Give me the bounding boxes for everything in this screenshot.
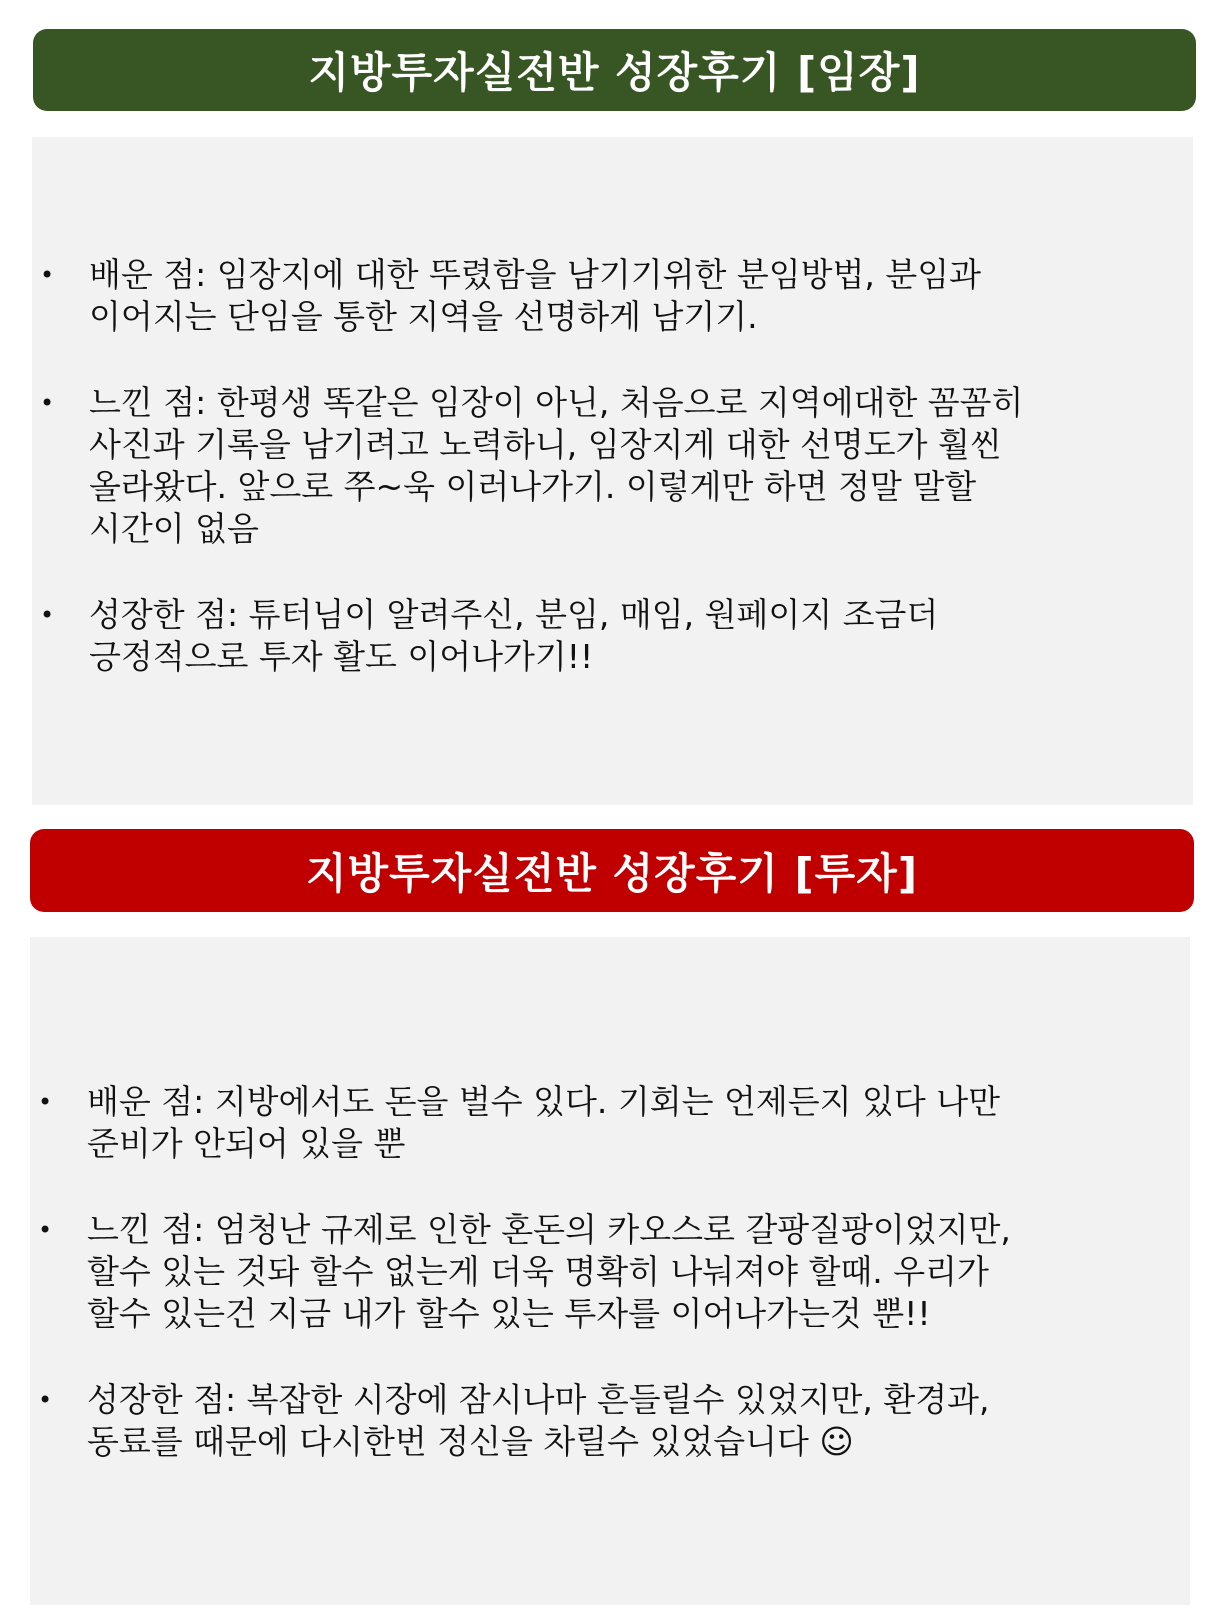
bullet-learned: • 배운 점: 지방에서도 돈을 벌수 있다. 기회는 언제든지 있다 나만 준비가 안되어 있을 뿐 [30, 1081, 1170, 1165]
section-header-investment [30, 829, 1194, 912]
section-header-imjang [33, 29, 1196, 111]
section-title: 지방투자실전반 성장후기 [투자] [305, 848, 919, 898]
bullet-list [32, 254, 1172, 722]
section-title: 지방투자실전반 성장후기 [임장] [308, 48, 921, 97]
bullet-felt: • 느낀 점: 한평생 똑같은 임장이 아닌, 처음으로 지역에대한 꼼꼼히 사진과 기록을 남기려고 노력하니, 임장지게 대한 선명도가 훨씬 올라왔다. 앞으로 쭈~욱 이러나가기. 이렇게만 하면 정말 말할 시간이 없음 [32, 382, 1172, 550]
section-panel-investment [30, 937, 1190, 1605]
bullet-felt: • 느낀 점: 엄청난 규제로 인한 혼돈의 카오스로 갈팡질팡이었지만, 할수 있는 것돠 할수 없는게 더욱 명확히 나눠져야 할때. 우리가 할수 있는건 지금 내가 할수 있는 투자를 이어나가는것 뿐!! [30, 1209, 1170, 1335]
section-panel-imjang [32, 137, 1193, 805]
bullet-grew: • 성장한 점: 튜터님이 알려주신, 분임, 매임, 원페이지 조금더 긍정적으로 투자 활도 이어나가기!! [32, 594, 1172, 678]
bullet-grew: • 성장한 점: 복잡한 시장에 잠시나마 흔들릴수 있었지만, 환경과, 동료를 때문에 다시한번 정신을 차릴수 있었습니다 ☺ [30, 1379, 1170, 1463]
bullet-list [30, 1081, 1170, 1507]
bullet-learned: • 배운 점: 임장지에 대한 뚜렸함을 남기기위한 분임방법, 분임과 이어지는 단임을 통한 지역을 선명하게 남기기. [32, 254, 1172, 338]
